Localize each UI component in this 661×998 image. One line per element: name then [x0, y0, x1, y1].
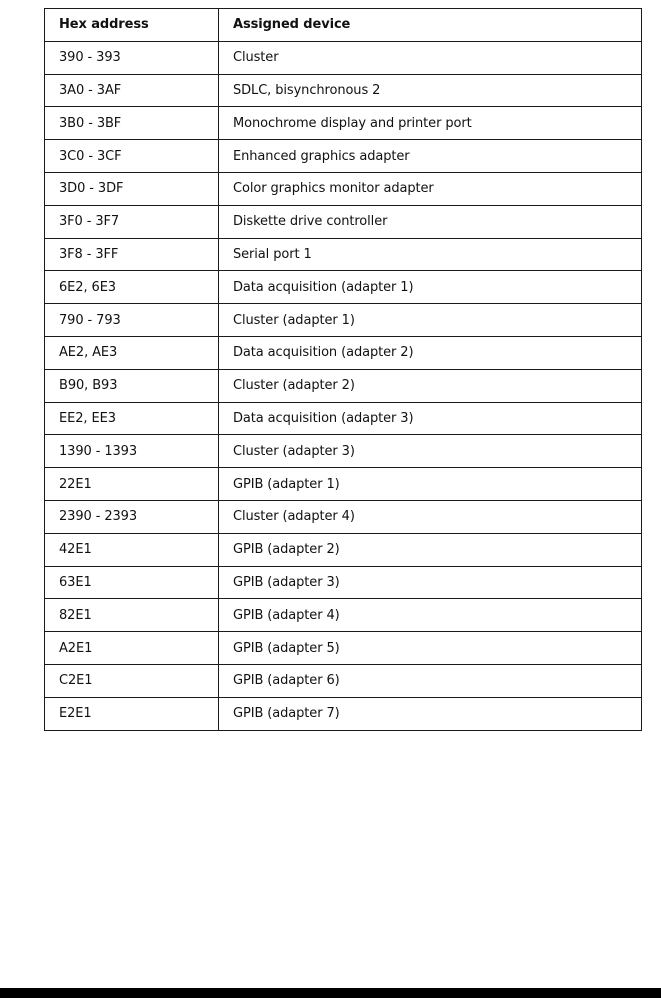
table-row	[45, 304, 642, 337]
assigned-device-cell: GPIB (adapter 4)	[219, 599, 642, 632]
table-row	[45, 41, 642, 74]
table-row	[45, 435, 642, 468]
table-row	[45, 172, 642, 205]
assigned-device-cell: GPIB (adapter 2)	[219, 533, 642, 566]
hex-address-cell: 390 - 393	[45, 41, 219, 74]
hex-address-cell: 6E2, 6E3	[45, 271, 219, 304]
assigned-device-cell: Enhanced graphics adapter	[219, 140, 642, 173]
table-row	[45, 369, 642, 402]
table-row	[45, 205, 642, 238]
assigned-device-cell: Cluster (adapter 4)	[219, 500, 642, 533]
table-row	[45, 107, 642, 140]
assigned-device-cell: GPIB (adapter 7)	[219, 697, 642, 730]
assigned-device-cell: Cluster	[219, 41, 642, 74]
table-row	[45, 336, 642, 369]
table-row	[45, 402, 642, 435]
hex-address-cell: 3B0 - 3BF	[45, 107, 219, 140]
hex-address-cell: 3D0 - 3DF	[45, 172, 219, 205]
table-row	[45, 664, 642, 697]
header-hex-address: Hex address	[45, 9, 219, 42]
assigned-device-cell: Cluster (adapter 3)	[219, 435, 642, 468]
assigned-device-cell: Color graphics monitor adapter	[219, 172, 642, 205]
assigned-device-cell: Cluster (adapter 1)	[219, 304, 642, 337]
table-row	[45, 74, 642, 107]
hex-address-cell: A2E1	[45, 632, 219, 665]
assigned-device-cell: GPIB (adapter 1)	[219, 468, 642, 501]
table-row	[45, 599, 642, 632]
hex-address-cell: B90, B93	[45, 369, 219, 402]
hex-address-cell: 82E1	[45, 599, 219, 632]
hex-address-cell: 2390 - 2393	[45, 500, 219, 533]
table-row	[45, 238, 642, 271]
hex-address-cell: AE2, AE3	[45, 336, 219, 369]
table-row	[45, 271, 642, 304]
hex-address-cell: 3C0 - 3CF	[45, 140, 219, 173]
table-row	[45, 140, 642, 173]
assigned-device-cell: SDLC, bisynchronous 2	[219, 74, 642, 107]
hex-address-cell: 42E1	[45, 533, 219, 566]
assigned-device-cell: GPIB (adapter 3)	[219, 566, 642, 599]
io-address-table	[44, 8, 642, 731]
table-row	[45, 468, 642, 501]
hex-address-cell: 63E1	[45, 566, 219, 599]
assigned-device-cell: Data acquisition (adapter 3)	[219, 402, 642, 435]
table-body	[45, 41, 642, 730]
hex-address-cell: E2E1	[45, 697, 219, 730]
hex-address-cell: 1390 - 1393	[45, 435, 219, 468]
assigned-device-cell: Diskette drive controller	[219, 205, 642, 238]
assigned-device-cell: Cluster (adapter 2)	[219, 369, 642, 402]
table-row	[45, 632, 642, 665]
header-assigned-device: Assigned device	[219, 9, 642, 42]
hex-address-cell: C2E1	[45, 664, 219, 697]
assigned-device-cell: Data acquisition (adapter 2)	[219, 336, 642, 369]
hex-address-cell: EE2, EE3	[45, 402, 219, 435]
page-bottom-rule	[0, 988, 661, 998]
assigned-device-cell: Monochrome display and printer port	[219, 107, 642, 140]
table-row	[45, 533, 642, 566]
table-header-row	[45, 9, 642, 42]
hex-address-cell: 22E1	[45, 468, 219, 501]
assigned-device-cell: Serial port 1	[219, 238, 642, 271]
assigned-device-cell: GPIB (adapter 6)	[219, 664, 642, 697]
table-row	[45, 697, 642, 730]
hex-address-cell: 790 - 793	[45, 304, 219, 337]
assigned-device-cell: GPIB (adapter 5)	[219, 632, 642, 665]
hex-address-cell: 3F0 - 3F7	[45, 205, 219, 238]
table-row	[45, 500, 642, 533]
hex-address-cell: 3A0 - 3AF	[45, 74, 219, 107]
assigned-device-cell: Data acquisition (adapter 1)	[219, 271, 642, 304]
table-row	[45, 566, 642, 599]
hex-address-cell: 3F8 - 3FF	[45, 238, 219, 271]
